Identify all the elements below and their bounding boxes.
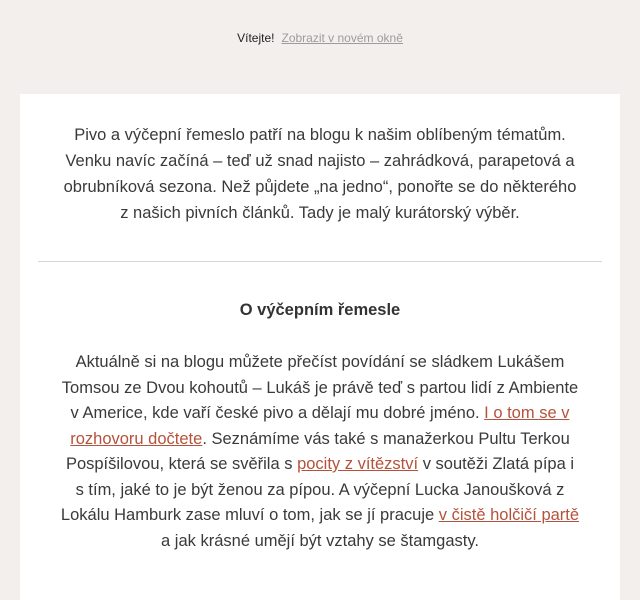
email-header [0,0,640,76]
email-content-card [20,94,620,600]
girls-team-link[interactable]: v čistě holčičí partě [438,506,580,524]
view-in-browser-link[interactable]: Zobrazit v novém okně [281,31,403,45]
welcome-text: Vítejte! [237,31,275,45]
interview-link[interactable]: I o tom se v rozhovoru dočtete [70,404,570,448]
section-paragraph [60,350,580,554]
section-text-1: Aktuálně si na blogu můžete přečíst povídání se sládkem Lukášem Tomsou ze Dvou kohoutů – Lukáš je právě teď s partou lidí z Ambiente v Americe, kde vaří české pivo a dělají mu dobré jméno. [61,353,579,422]
section-text-3: v soutěži Zlatá pípa i s tím, jaké to je být ženou za pípou. A výčepní Lucka Janoušková z Lokálu Hamburk zase mluví o tom, jak se jí pracuje [60,455,575,524]
section-title: O výčepním řemesle [239,301,401,319]
section-text-2: . Seznámíme vás také s manažerkou Pultu Terkou Pospíšilovou, která se svěřila s [65,429,570,473]
victory-feelings-link[interactable]: pocity z vítězství [297,455,419,473]
section-text-4: a jak krásné umějí být vztahy se štamgasty. [161,531,479,550]
intro-paragraph: Pivo a výčepní řemeslo patří na blogu k našim oblíbeným tématům. Venku navíc začíná – teď už snad najisto – zahrádková, parapetová a obrubníková sezona. Než půjdete „na jedno“, ponořte se do některého z našich pivních článků. Tady je malý kurátorský výběr. [63,126,577,222]
section-divider [38,261,602,262]
